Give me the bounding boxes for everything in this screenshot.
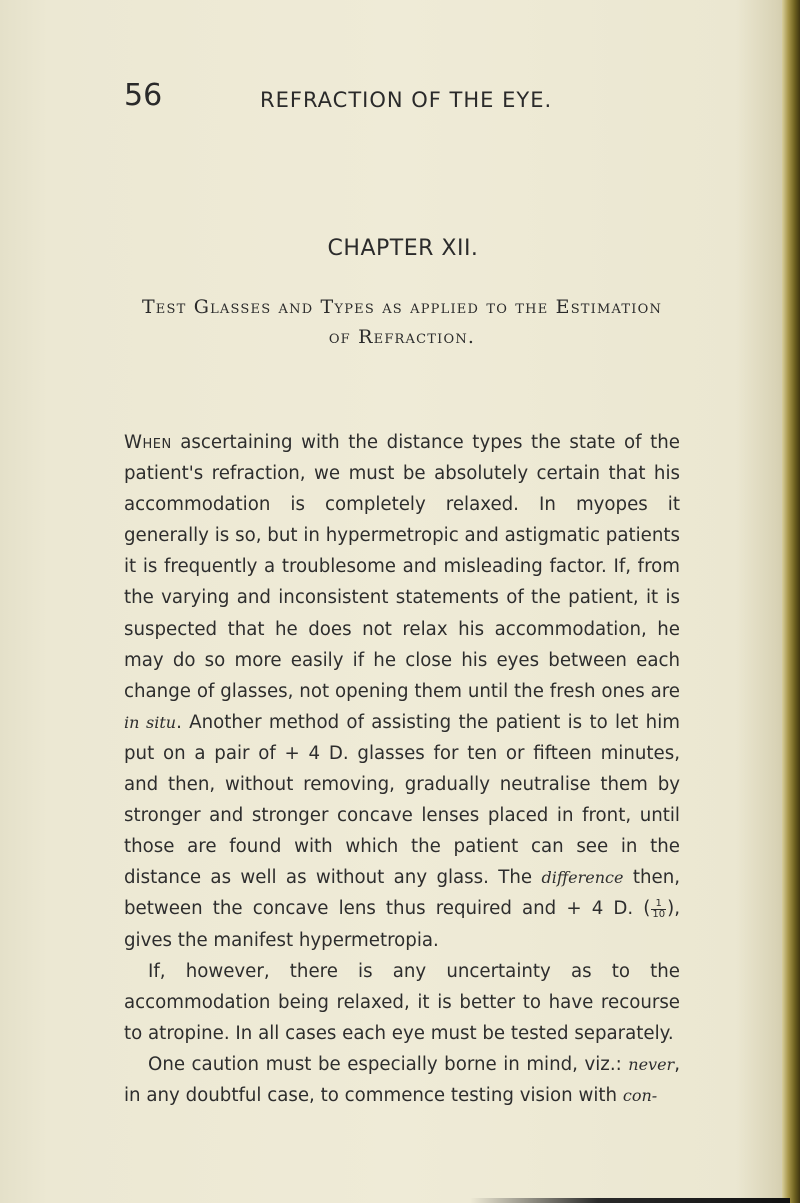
paragraph-lead-word: When (124, 432, 172, 453)
paragraph-3-text-2: , in any doubtful case, to commence testing vision with (124, 1053, 680, 1106)
paragraph-1 (124, 427, 680, 956)
chapter-title: CHAPTER XII. (327, 236, 479, 261)
page-binding-edge (782, 0, 800, 1203)
page-bottom-shadow (470, 1198, 790, 1203)
paragraph-2: If, however, there is any uncertainty as to the accommodation being relaxed, it is better to have recourse to atropine. In all cases each eye must be tested separately. (124, 960, 680, 1044)
paragraph-1-text-4: ), gives the manifest hypermetropia. (124, 898, 680, 951)
paragraph-1-text-1: ascertaining with the distance types the state of the patient's refraction, we must be absolutely certain that his accommodation is completely relaxed. In myopes it generally is so, but in hypermetropic and astigmatic patients it is frequently a troublesome and misleading factor. If, from the varying and inconsistent statements of the patient, it is suspected that he does not relax his accommodation, he may do so more easily if he close his eyes between each change of glasses, not opening them until the fresh ones are (124, 432, 680, 702)
italic-in-situ: in situ (124, 712, 177, 732)
page-number: 56 (124, 78, 163, 113)
fraction-denominator: 10 (652, 908, 666, 920)
page-header (124, 78, 684, 118)
paragraph-1-text-3: then, between the concave lens thus required and + 4 D. ( (124, 867, 680, 920)
chapter-subtitle (124, 292, 680, 352)
italic-difference: difference (541, 868, 624, 888)
paragraph-1-text-2: . Another method of assisting the patient is to let him put on a pair of + 4 D. glasses for ten or fifteen minutes, and then, without removing, gradually neutralise them by stronger and stronger concave lenses placed in front, until those are found with which the patient can see in the distance as well as without any glass. The (124, 711, 680, 889)
running-head: REFRACTION OF THE EYE. (260, 88, 553, 112)
italic-never: never (628, 1054, 675, 1074)
fraction (651, 899, 666, 920)
italic-con: con- (622, 1085, 658, 1105)
chapter-subtitle-line-2: of Refraction. (328, 326, 476, 348)
chapter-subtitle-line-1: Test Glasses and Types as applied to the Estimation (141, 296, 663, 318)
fraction-numerator: 1 (651, 899, 666, 910)
paragraph-3 (124, 1049, 680, 1111)
paragraph-3-text-1: One caution must be especially borne in mind, viz.: (148, 1053, 629, 1075)
body-text (124, 427, 680, 1111)
